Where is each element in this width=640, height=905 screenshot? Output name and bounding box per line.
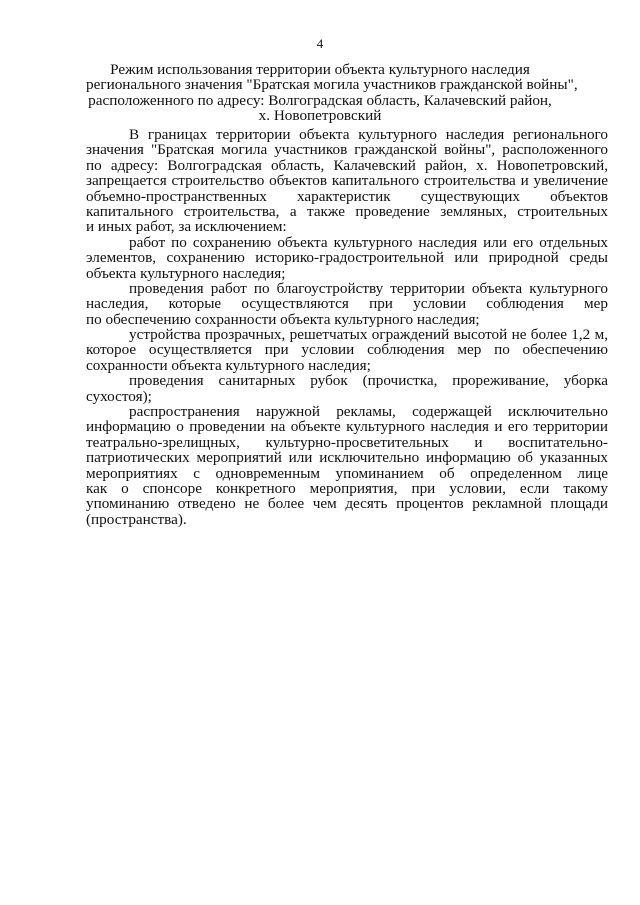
text-line: объемно-пространственных характеристик существующих объектов (86, 187, 608, 205)
text-line: сухостоя); (86, 387, 152, 405)
document-body (86, 127, 608, 527)
text-line: объекта культурного наследия; (86, 264, 286, 282)
text-line: информацию о проведении на объекте культурного наследия и его территории (86, 418, 608, 436)
text-line: (пространства). (86, 510, 187, 528)
text-line: устройства прозрачных, решетчатых ограждений высотой не более 1,2 м, (129, 326, 608, 344)
text-line: проведения работ по благоустройству территории объекта культурного (129, 279, 608, 297)
text-line: В границах территории объекта культурного наследия регионального (129, 126, 608, 143)
text-line: по обеспечению сохранности объекта культурного наследия; (86, 310, 480, 328)
paragraph (86, 127, 608, 235)
page-number: 4 (316, 36, 324, 51)
text-line: запрещается строительство объектов капитального строительства и увеличение (86, 172, 608, 190)
title-line: Режим использования территории объекта культурного наследия (110, 61, 530, 78)
title-line: х. Новопетровский (258, 107, 382, 125)
text-line: по адресу: Волгоградская область, Калачевский район, х. Новопетровский, (86, 156, 608, 174)
text-line: распространения наружной рекламы, содержащей исключительно (129, 403, 608, 421)
text-line: которое осуществляется при условии соблюдения мер по обеспечению (86, 341, 608, 359)
text-line: значения "Братская могила участников гражданской войны", расположенного (86, 141, 608, 159)
text-line: патриотических мероприятий или исключительно информацию об указанных (86, 449, 608, 467)
document-title (86, 61, 578, 125)
text-line: наследия, которые осуществляются при условии соблюдения мер (86, 295, 608, 313)
paragraph (86, 327, 608, 373)
text-line: проведения санитарных рубок (прочистка, прореживание, уборка (129, 372, 608, 390)
text-line: элементов, сохранению историко-градостроительной или природной среды (86, 249, 608, 267)
paragraph (86, 373, 608, 404)
paragraph (86, 235, 608, 281)
text-line: сохранности объекта культурного наследия; (86, 356, 371, 374)
text-line: капитального строительства, а также проведение земляных, строительных (86, 202, 608, 220)
text-line: и иных работ, за исключением: (86, 218, 287, 236)
paragraph (86, 404, 608, 527)
title-line: расположенного по адресу: Волгоградская область, Калачевский район, (88, 91, 552, 109)
text-line: театрально-зрелищных, культурно-просветительных и воспитательно- (86, 433, 608, 451)
text-line: упоминанию отведено не более чем десять процентов рекламной площади (86, 495, 608, 513)
text-line: мероприятиях с одновременным упоминанием об определенном лице (86, 464, 608, 482)
paragraph (86, 281, 608, 327)
title-line: регионального значения "Братская могила участников гражданской войны", (86, 76, 578, 94)
text-line: работ по сохранению объекта культурного наследия или его отдельных (129, 233, 608, 251)
text-line: как о спонсоре конкретного мероприятия, при условии, если такому (86, 479, 608, 497)
